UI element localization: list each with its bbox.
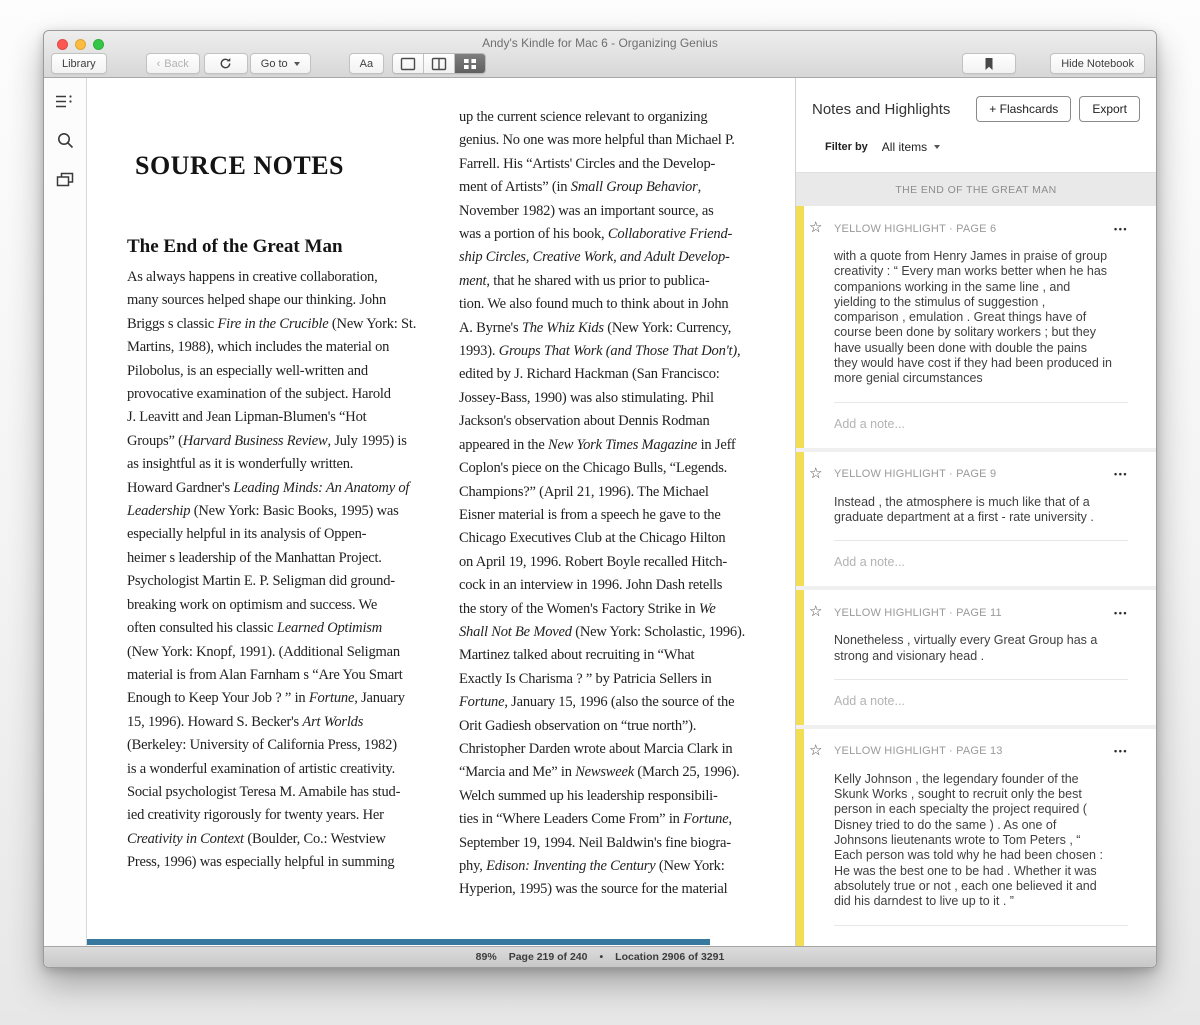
book-text-line: 1993). Groups That Work (and Those That Don't), [459, 343, 741, 360]
book-text-line: Jossey-Bass, 1990) was also stimulating. Phil [459, 389, 714, 406]
book-text-column-1 [127, 266, 423, 875]
book-text-line: Briggs s classic Fire in the Crucible (New York: St. [127, 315, 417, 332]
book-text-line: many sources helped shape our thinking. John [127, 292, 386, 309]
more-options-icon[interactable]: ••• [1114, 223, 1128, 234]
highlight-color-strip [796, 729, 804, 946]
hide-notebook-button[interactable]: Hide Notebook [1050, 53, 1145, 74]
chevron-down-icon [934, 145, 940, 149]
back-button[interactable] [146, 53, 200, 74]
kindle-window [43, 30, 1157, 968]
book-text-line: Fortune, January 15, 1996 (also the source of the [459, 694, 735, 711]
highlight-text: with a quote from Henry James in praise of group creativity : “ Every man works better when he has companions working in the same line , and yielding to the stimulus of suggestion , comparison , emulation . Great things have of course been done by solitary workers ; but they have usually been done with double the pains they would have cost if they had been produced in more genial circumstances [834, 249, 1112, 386]
view-mode-group [392, 53, 486, 74]
thumbnails-button[interactable] [54, 168, 76, 190]
font-settings-button[interactable]: Aa [349, 53, 384, 74]
book-text-line: appeared in the New York Times Magazine in Jeff [459, 436, 736, 453]
notebook-view-icon [462, 57, 478, 71]
minimize-window-button[interactable] [75, 39, 86, 50]
highlight-text: Nonetheless , virtually every Great Group has a strong and visionary head . [834, 633, 1098, 663]
left-sidebar [44, 78, 87, 946]
book-text-line: Champions?” (April 21, 1996). The Michael [459, 483, 709, 500]
book-text-line: Hyperion, 1995) was the source for the material [459, 881, 728, 898]
book-text-line: Martins, 1988), which includes the material on [127, 339, 390, 356]
book-text-line: Christopher Darden wrote about Marcia Clark in [459, 740, 733, 757]
book-text-line: as insightful as it is wonderfully written. [127, 456, 354, 473]
highlight-card[interactable] [796, 729, 1156, 946]
book-text-line: “Marcia and Me” in Newsweek (March 25, 1996). [459, 764, 740, 781]
book-text-line: breaking work on optimism and success. We [127, 596, 378, 613]
book-text-line: up the current science relevant to organizing [459, 109, 708, 125]
traffic-lights [57, 39, 104, 50]
book-text-line: Enough to Keep Your Job ? ” in Fortune, January [127, 690, 405, 707]
book-text-line: edited by J. Richard Hackman (San Francisco: [459, 366, 720, 383]
refresh-icon [219, 57, 233, 71]
back-button-label: Back [164, 57, 189, 70]
goto-button[interactable] [250, 53, 311, 74]
library-button[interactable]: Library [51, 53, 107, 74]
section-title: The End of the Great Man [127, 236, 343, 257]
reading-pane [87, 78, 795, 946]
book-column-2 [459, 106, 765, 902]
bookmark-icon [983, 57, 995, 71]
book-text-line: Shall Not Be Moved (New York: Scholastic, 1996). [459, 623, 746, 640]
book-text-line: Coplon's piece on the Chicago Bulls, “Legends. [459, 460, 728, 477]
book-text-line: often consulted his classic Learned Optimism [127, 620, 382, 637]
book-text-line: was a portion of his book, Collaborative Friend- [459, 226, 733, 243]
highlight-card[interactable] [796, 452, 1156, 587]
book-text-line: J. Leavitt and Jean Lipman-Blumen's “Hot [127, 409, 367, 426]
toc-button[interactable] [54, 90, 76, 112]
more-options-icon[interactable]: ••• [1114, 469, 1128, 480]
book-text-line: on April 19, 1996. Robert Boyle recalled Hitch- [459, 553, 728, 570]
book-text-line: Martinez talked about recruiting in “What [459, 647, 695, 664]
book-text-line: Howard Gardner's Leading Minds: An Anatomy of [127, 479, 410, 496]
star-icon[interactable]: ☆ [809, 602, 823, 621]
highlight-color-strip [796, 452, 804, 587]
highlight-color-strip [796, 590, 804, 725]
highlight-label: YELLOW HIGHLIGHT · PAGE 6 [834, 222, 997, 235]
book-text-line: cock in an interview in 1996. John Dash retells [459, 577, 723, 594]
book-text-line: ment, that he shared with us prior to publica- [459, 272, 710, 289]
chevron-left-icon: ‹ [156, 57, 161, 70]
book-text-line: Jackson's observation about Dennis Rodman [459, 413, 710, 430]
window-title: Andy's Kindle for Mac 6 - Organizing Genius [482, 36, 718, 50]
book-text-line: is a wonderful examination of artistic creativity. [127, 760, 396, 777]
book-text-line: Eisner material is from a speech he gave to the [459, 506, 721, 523]
section-header: THE END OF THE GREAT MAN [796, 172, 1156, 206]
book-text-line: Welch summed up his leadership responsibili- [459, 787, 718, 804]
add-note-input[interactable]: Add a note... [834, 555, 905, 570]
goto-button-label: Go to [260, 57, 288, 70]
window-chrome [44, 31, 1156, 78]
book-text-line: Orit Gadiesh observation on “true north”). [459, 717, 697, 734]
star-icon[interactable]: ☆ [809, 218, 823, 236]
notebook-title: Notes and Highlights [812, 100, 951, 118]
book-text-line: ied creativity rigorously for twenty years. Her [127, 807, 384, 824]
book-text-line: November 1982) was an important source, as [459, 202, 714, 219]
notebook-panel [795, 78, 1156, 946]
sync-button[interactable] [204, 53, 248, 74]
filter-dropdown-value: All items [881, 140, 928, 154]
book-text-line: ties in “Where Leaders Come From” in Fortune, [459, 811, 732, 828]
page-indicator: Page 219 of 240 [508, 951, 588, 963]
book-text-line: phy, Edison: Inventing the Century (New York: [459, 858, 725, 874]
book-text-line: ship Circles, Creative Work, and Adult Develop- [459, 249, 730, 266]
location-indicator: Location 2906 of 3291 [615, 951, 725, 963]
star-icon[interactable]: ☆ [809, 740, 823, 759]
single-column-view-button[interactable] [393, 54, 424, 73]
book-text-line: As always happens in creative collaboration, [127, 269, 378, 285]
highlight-text: Instead , the atmosphere is much like that of a graduate department at a first - rate university . [834, 494, 1094, 524]
notebook-view-button[interactable] [455, 54, 485, 73]
star-icon[interactable]: ☆ [809, 463, 823, 482]
flashcards-button[interactable]: + Flashcards [976, 96, 1071, 122]
book-text-line: especially helpful in its analysis of Oppen- [127, 526, 367, 543]
book-text-line: Pilobolus, is an especially well-written and [127, 362, 368, 379]
single-page-icon [400, 57, 416, 71]
book-text-line: heimer s leadership of the Manhattan Project. [127, 549, 382, 566]
book-page [87, 78, 795, 902]
book-text-line: ment of Artists” (in Small Group Behavior, [459, 179, 701, 196]
progress-percent: 89% [475, 951, 497, 963]
book-text-line: (New York: Knopf, 1991). (Additional Seligman [127, 643, 400, 660]
highlight-text: Kelly Johnson , the legendary founder of the Skunk Works , sought to recruit only the best person in each specialty the project required ( Disney tried to do the same ) . As one of Johnsons lieutenants wrote to Tom Peters , “ Each person was told why he had been chosen : He was the best one to be had . Whether it was absolutely true or not , each one believed it and did his darndest to live up to it . ” [834, 771, 1103, 909]
book-text-line: genius. No one was more helpful than Michael P. [459, 132, 735, 149]
search-icon [57, 132, 74, 149]
book-text-line: provocative examination of the subject. Harold [127, 386, 391, 403]
notebook-header [796, 78, 1156, 172]
book-text-line: Chicago Executives Club at the Chicago Hilton [459, 530, 726, 547]
highlight-card[interactable] [796, 206, 1156, 448]
add-note-input[interactable]: Add a note... [834, 416, 905, 431]
pages-icon [56, 172, 74, 187]
book-text-line: Farrell. His “Artists' Circles and the Develop- [459, 155, 716, 172]
bookmark-button[interactable] [962, 53, 1016, 74]
book-text-line: A. Byrne's The Whiz Kids (New York: Currency, [459, 319, 732, 336]
two-column-view-button[interactable] [424, 54, 455, 73]
book-text-line: Groups” (Harvard Business Review, July 1995) is [127, 432, 407, 449]
reading-progress-bar[interactable] [87, 939, 710, 945]
highlight-label: YELLOW HIGHLIGHT · PAGE 9 [834, 468, 997, 481]
book-text-line: 15, 1996). Howard S. Becker's Art Worlds [127, 713, 364, 730]
book-text-line: Exactly Is Charisma ? ” by Patricia Sellers in [459, 670, 712, 687]
highlight-list [796, 206, 1156, 946]
book-text-line: the story of the Women's Factory Strike in We [459, 600, 716, 617]
content-area [44, 78, 1156, 946]
export-button[interactable]: Export [1079, 96, 1140, 122]
more-options-icon[interactable]: ••• [1114, 746, 1128, 757]
add-note-input[interactable]: Add a note... [834, 693, 905, 708]
book-text-line: September 19, 1994. Neil Baldwin's fine biogra- [459, 834, 731, 851]
filter-by-label: Filter by [825, 141, 868, 153]
separator-dot: • [599, 951, 604, 963]
chapter-title: SOURCE NOTES [135, 151, 344, 180]
filter-dropdown[interactable] [882, 140, 940, 154]
book-text-line: material is from Alan Farnham s “Are You Smart [127, 666, 403, 683]
highlight-label: YELLOW HIGHLIGHT · PAGE 13 [834, 745, 1003, 758]
book-column-1 [127, 106, 423, 902]
book-text-line: Social psychologist Teresa M. Amabile has stud- [127, 783, 401, 800]
book-text-line: tion. We also found much to think about in John [459, 296, 729, 313]
toc-icon [55, 94, 75, 109]
highlight-label: YELLOW HIGHLIGHT · PAGE 11 [834, 606, 1002, 619]
toolbar [44, 51, 1156, 76]
book-text-line: (Berkeley: University of California Press, 1982) [127, 737, 397, 754]
book-text-column-2 [459, 106, 765, 902]
book-text-line: Creativity in Context (Boulder, Co.: Westview [127, 830, 386, 847]
divider [834, 925, 1128, 926]
book-text-line: Press, 1996) was especially helpful in summing [127, 854, 395, 871]
two-page-icon [431, 57, 447, 71]
more-options-icon[interactable]: ••• [1114, 607, 1128, 618]
book-text-line: Leadership (New York: Basic Books, 1995) was [127, 503, 399, 520]
highlight-card[interactable] [796, 590, 1156, 725]
book-text-line: Psychologist Martin E. P. Seligman did ground- [127, 573, 395, 590]
zoom-window-button[interactable] [93, 39, 104, 50]
search-button[interactable] [54, 129, 76, 151]
chevron-down-icon [294, 62, 300, 66]
highlight-color-strip [796, 206, 804, 448]
status-bar [44, 946, 1156, 967]
close-window-button[interactable] [57, 39, 68, 50]
